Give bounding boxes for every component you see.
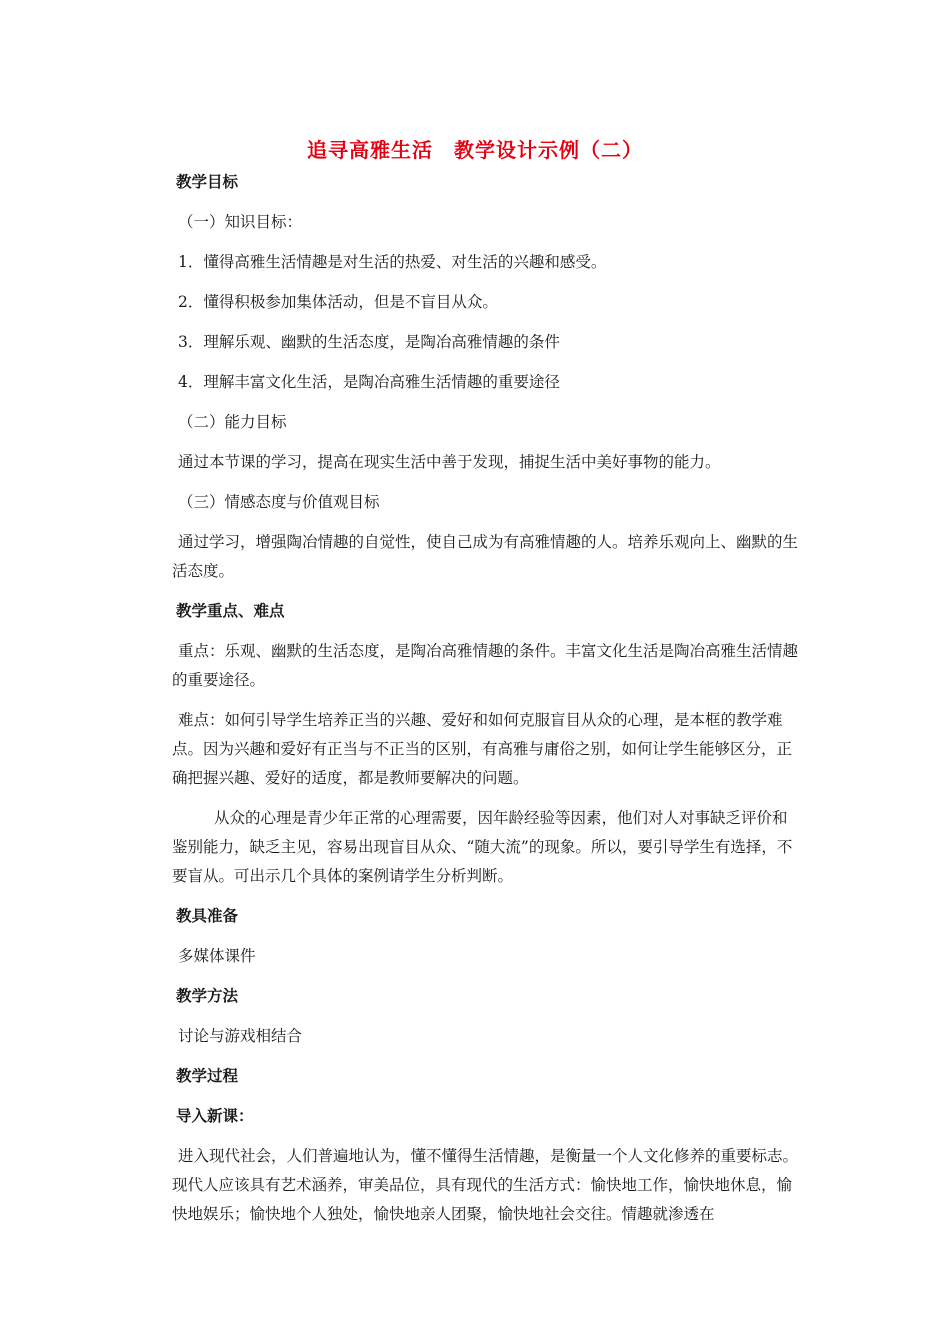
subheading-intro: 导入新课： [176,1107,254,1125]
tools-text: 多媒体课件 [178,947,256,965]
subheading-ability: （二）能力目标 [178,413,287,431]
section-heading-goals: 教学目标 [176,173,239,191]
keypoint-text: 重点：乐观、幽默的生活态度，是陶冶高雅情趣的条件。丰富文化生活是陶冶高雅生活情趣的重要途径。 [172,642,799,689]
difficulty-text: 难点：如何引导学生培养正当的兴趣、爱好和如何克服盲目从众的心理，是本框的教学难点。因为兴趣和爱好有正当与不正当的区别，有高雅与庸俗之别，如何让学生能够区分，正确把握兴趣、爱好的适度，都是教师要解决的问题。 [172,711,793,787]
section-heading-method: 教学方法 [176,987,239,1005]
knowledge-item-2: 2．懂得积极参加集体活动，但是不盲目从众。 [178,293,498,311]
section-heading-process: 教学过程 [176,1067,239,1085]
subheading-emotion: （三）情感态度与价值观目标 [178,493,380,511]
section-heading-tools: 教具准备 [176,907,239,925]
section-heading-keypoints: 教学重点、难点 [176,602,285,620]
intro-text: 进入现代社会，人们普遍地认为，懂不懂得生活情趣，是衡量一个人文化修养的重要标志。现代人应该具有艺术涵养，审美品位，具有现代的生活方式：愉快地工作，愉快地休息，愉快地娱乐；愉快地个人独处，愉快地亲人团聚，愉快地社会交往。情趣就渗透在 [172,1147,799,1223]
document-body [172,168,800,1240]
emotion-text: 通过学习，增强陶冶情趣的自觉性，使自己成为有高雅情趣的人。培养乐观向上、幽默的生活态度。 [172,533,799,580]
subheading-knowledge: （一）知识目标： [178,213,303,231]
knowledge-item-1: 1．懂得高雅生活情趣是对生活的热爱、对生活的兴趣和感受。 [178,253,607,271]
knowledge-item-3: 3．理解乐观、幽默的生活态度，是陶冶高雅情趣的条件 [178,333,560,351]
ability-text: 通过本节课的学习，提高在现实生活中善于发现，捕捉生活中美好事物的能力。 [178,453,721,471]
knowledge-item-4: 4．理解丰富文化生活，是陶冶高雅生活情趣的重要途径 [178,373,560,391]
conformity-text: 从众的心理是青少年正常的心理需要，因年龄经验等因素，他们对人对事缺乏评价和鉴别能力，缺乏主见，容易出现盲目从众、“随大流”的现象。所以，要引导学生有选择，不要盲从。可出示几个具体的案例请学生分析判断。 [172,809,793,885]
document-title: 追寻高雅生活 教学设计示例（二） [307,138,643,162]
method-text: 讨论与游戏相结合 [178,1027,303,1045]
